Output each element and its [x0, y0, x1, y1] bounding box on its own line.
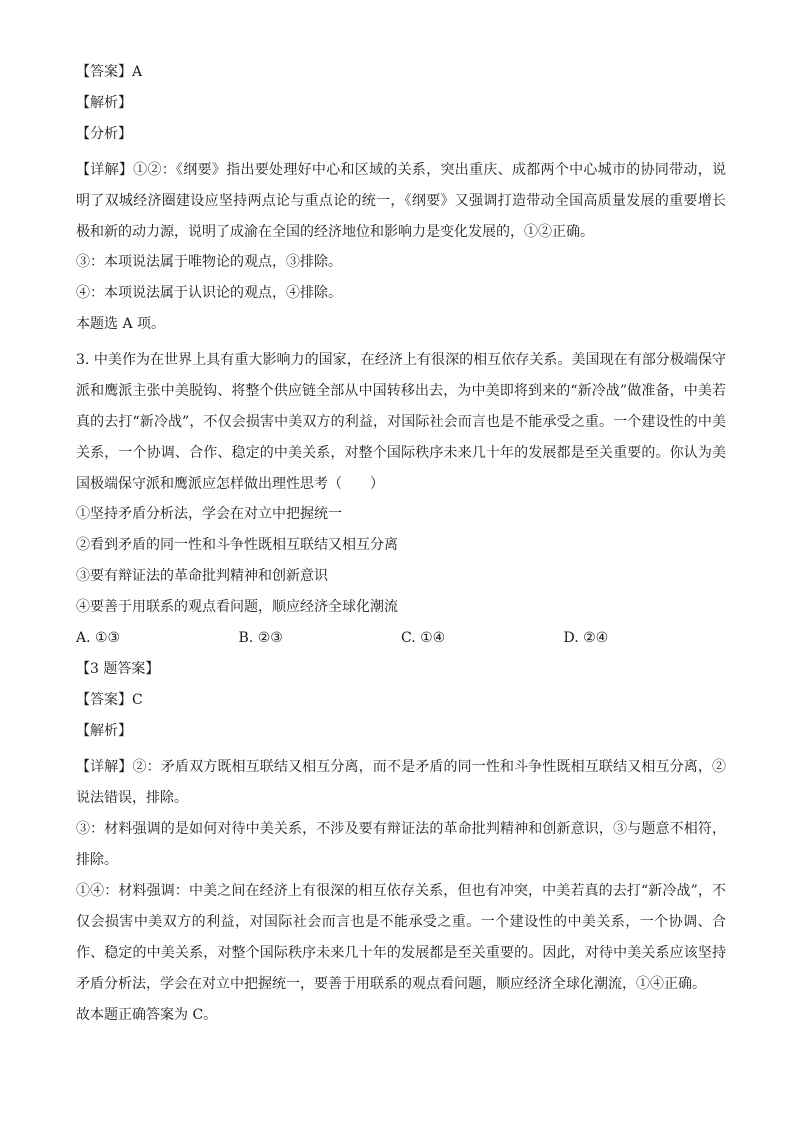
analysis-label-1: 【解析】 [76, 95, 132, 111]
option-d: D. ②④ [563, 630, 609, 646]
analysis-label-2: 【解析】 [76, 723, 132, 739]
option-a: A. ①③ [76, 630, 121, 646]
option-c: C. ①④ [401, 630, 446, 646]
detail-paragraph-1: 【详解】①②：《纲要》指出要处理好中心和区域的关系，突出重庆、成都两个中心城市的协同带动，说明了双城经济圈建设应坚持两点论与重点论的统一，《纲要》又强调打造带动全国高质量发展的重要增长极和新的动力源，说明了成渝在全国的经济地位和影响力是变化发展的，①②正确。 [76, 162, 726, 240]
choice-item-4: ④要善于用联系的观点看问题，顺应经济全球化潮流 [76, 599, 398, 615]
fenxi-label: 【分析】 [76, 126, 132, 142]
detail-item-4: ④：本项说法属于认识论的观点，④排除。 [76, 285, 342, 301]
detail-paragraph-2: 【详解】②：矛盾双方既相互联结又相互分离，而不是矛盾的同一性和斗争性既相互联结又相互分离，②说法错误，排除。 [76, 759, 726, 806]
conclusion-1: 本题选 A 项。 [76, 316, 166, 332]
choice-item-3: ③要有辩证法的革命批判精神和创新意识 [76, 568, 328, 584]
detail-item-3: ③：本项说法属于唯物论的观点，③排除。 [76, 254, 342, 270]
detail-paragraph-4: ①④：材料强调：中美之间在经济上有很深的相互依存关系，但也有冲突，中美若真的去打“新冷战”，不仅会损害中美双方的利益，对国际社会而言也是不能承受之重。一个建设性的中美关系，一个协调、合作、稳定的中美关系，对整个国际秩序未来几十年的发展都是至关重要的。因此，对待中美关系应该坚持矛盾分析法，学会在对立中把握统一，要善于用联系的观点看问题，顺应经济全球化潮流，①④正确。 [76, 883, 726, 992]
question-3-answer-heading: 【3 题答案】 [76, 661, 160, 677]
document-page [76, 62, 726, 1031]
choice-item-1: ①坚持矛盾分析法，学会在对立中把握统一 [76, 506, 342, 522]
answer-label-2: 【答案】C [76, 692, 143, 708]
answer-options [76, 628, 726, 648]
question-3-stem: 3. 中美作为在世界上具有重大影响力的国家，在经济上有很深的相互依存关系。美国现在有部分极端保守派和鹰派主张中美脱钩、将整个供应链全部从中国转移出去，为中美即将到来的“新冷战”做准备，中美若真的去打“新冷战”，不仅会损害中美双方的利益，对国际社会而言也是不能承受之重。一个建设性的中美关系，一个协调、合作、稳定的中美关系，对整个国际秩序未来几十年的发展都是至关重要的。你认为美国极端保守派和鹰派应怎样做出理性思考（ ） [76, 352, 726, 492]
detail-paragraph-3: ③：材料强调的是如何对待中美关系，不涉及要有辩证法的革命批判精神和创新意识，③与题意不相符，排除。 [76, 821, 726, 868]
conclusion-2: 故本题正确答案为 C。 [76, 1007, 218, 1023]
answer-label-1: 【答案】A [76, 64, 143, 80]
option-b: B. ②③ [238, 630, 283, 646]
choice-item-2: ②看到矛盾的同一性和斗争性既相互联结又相互分离 [76, 537, 398, 553]
